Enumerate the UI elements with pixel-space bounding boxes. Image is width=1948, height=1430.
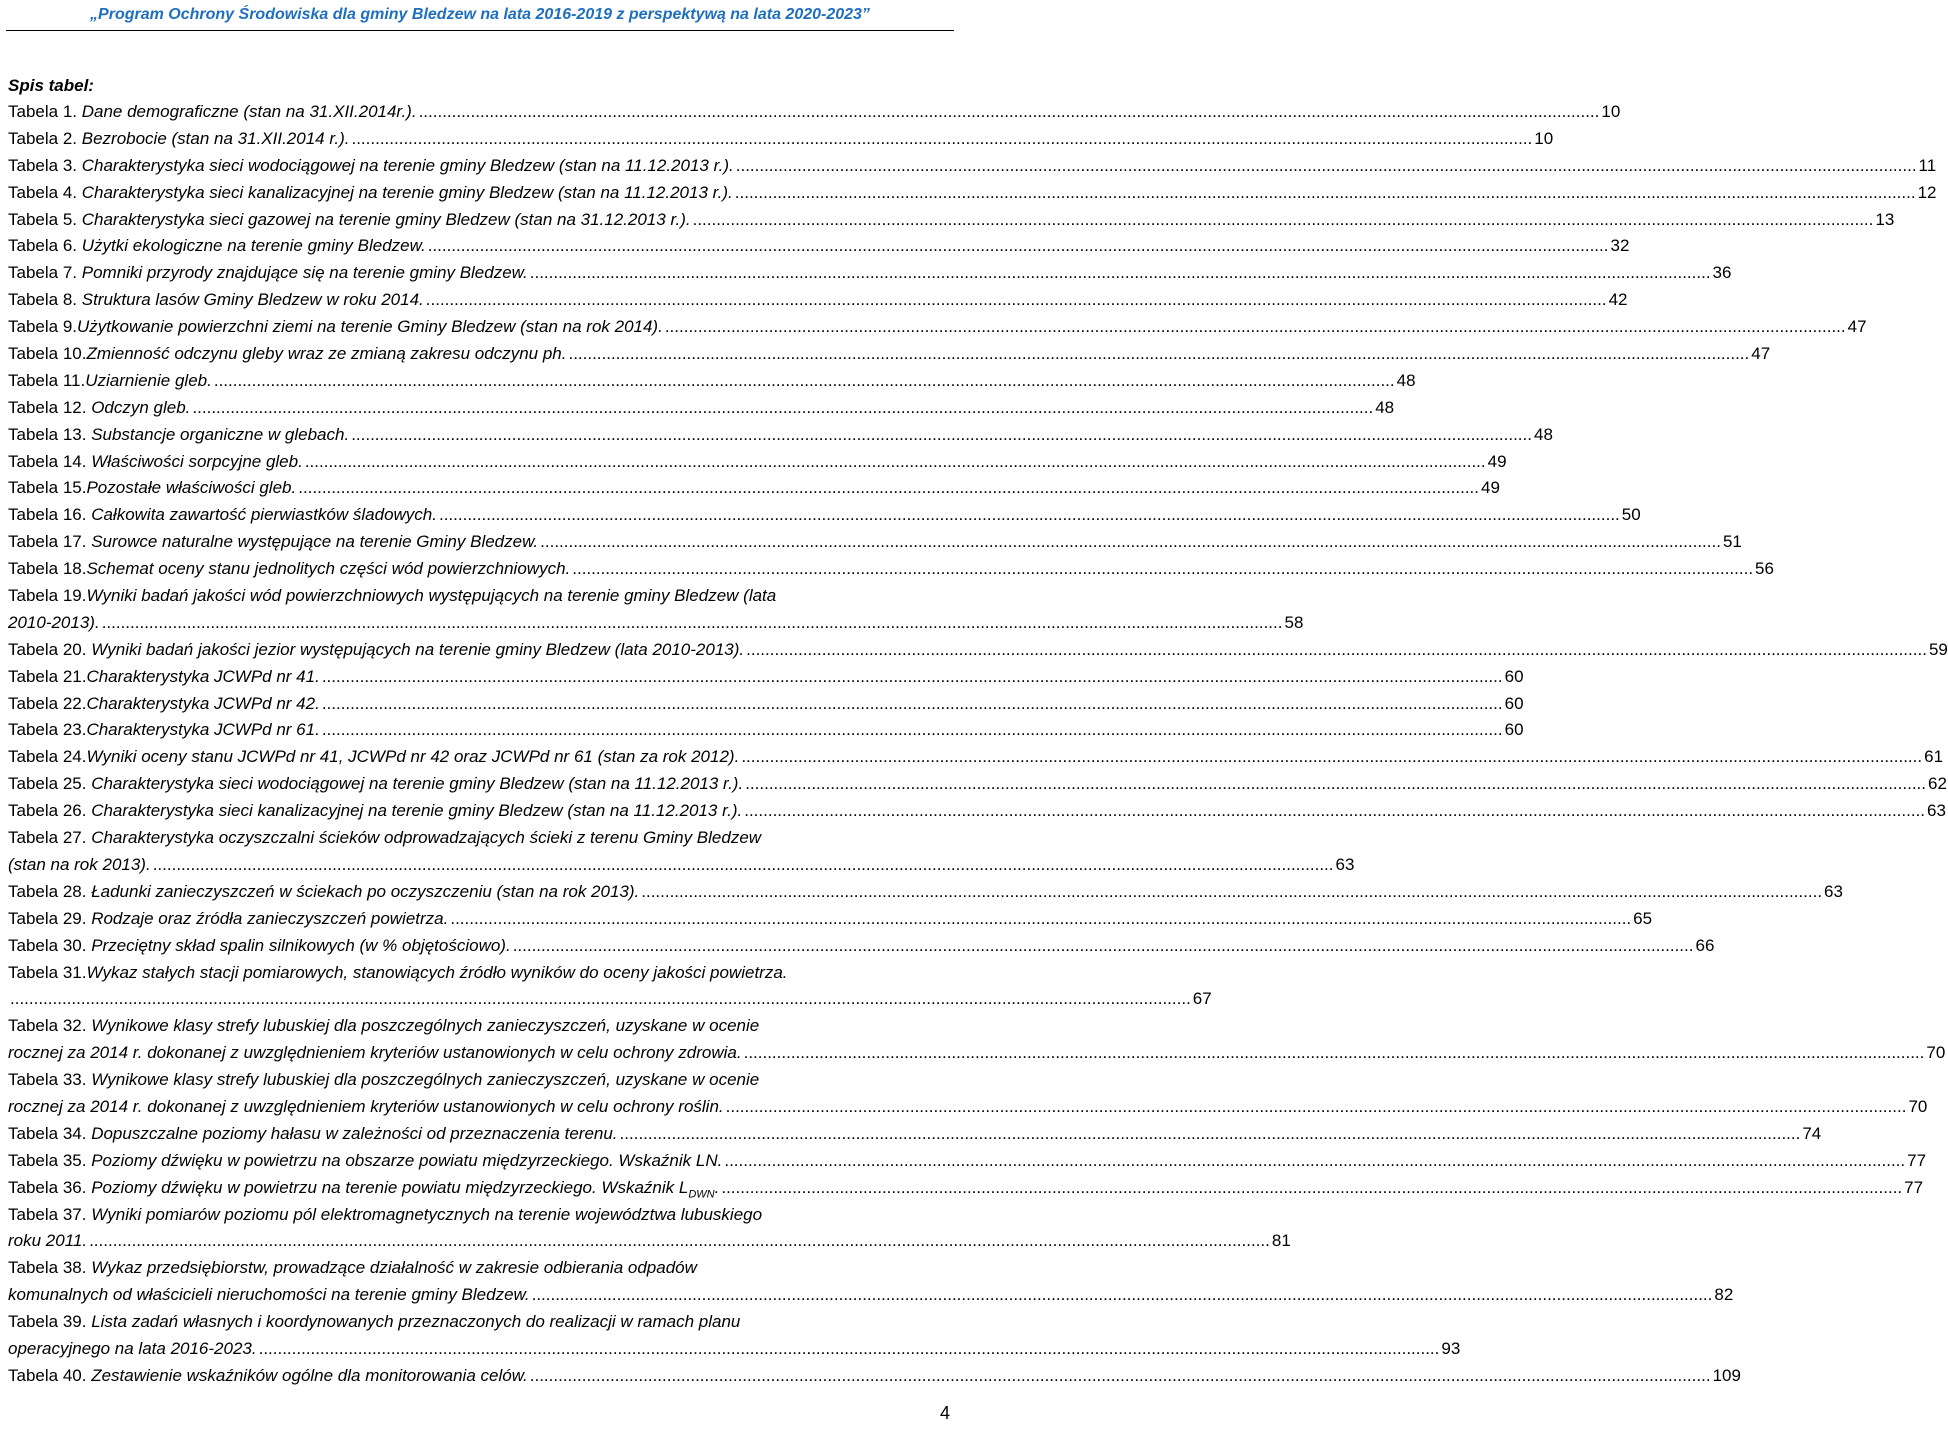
toc-entry-page: 42 xyxy=(1608,290,1628,310)
toc-entry[interactable] xyxy=(8,906,1653,933)
toc-entry-label: Tabela 15. xyxy=(8,478,87,498)
dot-leader xyxy=(724,1148,1905,1175)
toc-entry-line xyxy=(8,1067,952,1094)
toc-entry-text-continued: 2010-2013). xyxy=(8,612,100,632)
dot-leader xyxy=(721,1175,1902,1202)
toc-entry-label: Tabela 8. xyxy=(8,290,82,310)
toc-entry-text-main: Uziarnienie gleb. xyxy=(85,370,212,390)
toc-entry-page: 48 xyxy=(1375,397,1395,417)
toc-entry[interactable] xyxy=(8,1175,1924,1202)
toc-entry-text-main: Dopuszczalne poziomy hałasu w zależności od przeznaczenia terenu. xyxy=(91,1123,618,1143)
toc-entry-label: Tabela 14. xyxy=(8,451,92,471)
toc-entry-label: Tabela 11. xyxy=(8,370,86,390)
dot-leader xyxy=(513,933,1694,960)
dot-leader xyxy=(192,395,1373,422)
toc-entry-page: 32 xyxy=(1610,236,1630,256)
toc-entry-page: 63 xyxy=(1927,801,1946,821)
toc-entry-page: 63 xyxy=(1824,881,1843,901)
toc-entry-text: Charakterystyka oczyszczalni ścieków odprowadzających ścieki z terenu Gminy Bledzew xyxy=(91,828,762,848)
toc-entry[interactable] xyxy=(8,933,1715,960)
toc-entry-text xyxy=(86,341,566,368)
dot-leader xyxy=(693,207,1874,234)
toc-entry-label: Tabela 27. xyxy=(8,828,92,848)
toc-entry-page: 56 xyxy=(1755,559,1774,579)
toc-entry-text xyxy=(85,368,212,395)
dot-leader xyxy=(89,1228,1270,1255)
toc-entry-label: Tabela 21. xyxy=(8,666,87,686)
toc-entry-page: 61 xyxy=(1924,747,1944,767)
toc-entry[interactable] xyxy=(8,395,1395,422)
toc-entry-label: Tabela 1. xyxy=(8,102,82,121)
toc-entry[interactable] xyxy=(8,1121,1822,1148)
toc-entry[interactable] xyxy=(8,449,1507,476)
dot-leader xyxy=(741,744,1922,771)
dot-leader xyxy=(530,260,1711,287)
toc-entry-label: Tabela 19. xyxy=(8,586,87,606)
toc-entry-text-main: Charakterystyka sieci kanalizacyjnej na terenie gminy Bledzew (stan na 11.12.2013 r.). xyxy=(91,801,743,821)
dot-leader xyxy=(530,1363,1711,1390)
toc-entry-text xyxy=(86,691,319,718)
toc-entry-page: 48 xyxy=(1396,370,1416,390)
dot-leader xyxy=(322,664,1503,691)
toc-entry-text xyxy=(86,664,319,691)
dot-leader xyxy=(428,233,1609,260)
dot-leader xyxy=(439,502,1620,529)
toc-entry-label: Tabela 30. xyxy=(8,935,92,955)
toc-entry-text: Wynikowe klasy strefy lubuskiej dla poszczególnych zanieczyszczeń, uzyskane w ocenie xyxy=(91,1070,760,1090)
toc-entry-label: Tabela 20. xyxy=(8,639,92,659)
toc-entry-page: 77 xyxy=(1904,1177,1924,1197)
toc-entry[interactable] xyxy=(8,771,1947,798)
toc-entry-text-continued: operacyjnego na lata 2016-2023. xyxy=(8,1338,257,1358)
toc-entry-page: 10 xyxy=(1601,102,1621,121)
toc-entry-text-after: . xyxy=(714,1177,720,1197)
toc-entry[interactable] xyxy=(8,798,1946,825)
toc-entry-page: 50 xyxy=(1621,505,1641,525)
dot-leader xyxy=(736,153,1917,180)
dot-leader xyxy=(572,556,1753,583)
dot-leader xyxy=(746,637,1927,664)
toc-entry-label: Tabela 17. xyxy=(8,532,92,552)
toc-entry-line xyxy=(8,825,952,852)
toc-entry[interactable] xyxy=(8,529,1742,556)
toc-entry[interactable] xyxy=(8,475,1500,502)
toc-entry-page: 93 xyxy=(1441,1338,1461,1358)
toc-entry[interactable] xyxy=(8,126,1554,153)
toc-entry-page: 70 xyxy=(1926,1043,1946,1063)
toc-entry-text-main: Struktura lasów Gminy Bledzew w roku 2014. xyxy=(81,290,424,310)
toc-entry[interactable] xyxy=(8,717,1524,744)
toc-entry[interactable] xyxy=(8,637,1948,664)
toc-entry-label: Tabela 13. xyxy=(8,424,92,444)
toc-entry[interactable] xyxy=(8,99,1621,126)
toc-entry-text-main: Zmienność odczynu gleby wraz ze zmianą zakresu odczynu ph. xyxy=(86,344,567,364)
toc-entry-text-main: Odczyn gleb. xyxy=(91,397,191,417)
toc-entry-subscript: DWN xyxy=(688,1188,715,1201)
toc-entry-line xyxy=(8,1255,952,1282)
dot-leader xyxy=(322,691,1503,718)
toc-entry-text-continued: (stan na rok 2013). xyxy=(8,854,151,874)
toc-entry-page: 48 xyxy=(1533,424,1553,444)
toc-entry-label: Tabela 23. xyxy=(8,720,87,740)
toc-entry-page: 66 xyxy=(1695,935,1715,955)
dot-leader xyxy=(305,449,1486,476)
toc-entry-label: Tabela 9. xyxy=(8,317,77,337)
toc-entry-text-main: Charakterystyka JCWPd nr 41. xyxy=(86,666,320,686)
toc-entry-text xyxy=(91,933,511,960)
toc-entry-text-main: Pozostałe właściwości gleb. xyxy=(86,478,297,498)
dot-leader xyxy=(102,610,1283,637)
toc-entry-page: 74 xyxy=(1802,1123,1822,1143)
toc-entry-label: Tabela 2. xyxy=(8,128,82,148)
toc-entry[interactable] xyxy=(8,1148,1927,1175)
toc-entry-text-main: Schemat oceny stanu jednolitych części wód powierzchniowych. xyxy=(86,559,571,579)
dot-leader xyxy=(532,1282,1713,1309)
header-rule xyxy=(6,30,954,31)
toc-entry-label: Tabela 40. xyxy=(8,1365,92,1385)
toc-entry[interactable] xyxy=(8,260,1732,287)
toc-entry-label: Tabela 10. xyxy=(8,344,87,364)
toc-entry-label: Tabela 18. xyxy=(8,559,87,579)
toc-entry-text-main: Wyniki oceny stanu JCWPd nr 41, JCWPd nr 42 oraz JCWPd nr 61 (stan za rok 2012). xyxy=(86,747,740,767)
toc-entry-text xyxy=(91,798,742,825)
toc-entry-label: Tabela 7. xyxy=(8,263,82,283)
toc-entry-text-main: Całkowita zawartość pierwiastków śladowych. xyxy=(91,505,437,525)
toc-entry-text xyxy=(91,529,538,556)
toc-entry-page: 58 xyxy=(1284,612,1304,632)
dot-leader xyxy=(214,368,1395,395)
toc-entry-text xyxy=(77,314,663,341)
dot-leader xyxy=(419,99,1600,126)
toc-entry-page: 77 xyxy=(1907,1150,1927,1170)
toc-entry-text: Wykaz stałych stacji pomiarowych, stanowiących źródło wyników do oceny jakości powietrza. xyxy=(86,962,788,982)
toc-entry-text-continued: rocznej za 2014 r. dokonanej z uwzględnieniem kryteriów ustanowionych w celu ochrony zdrowia. xyxy=(8,1043,742,1063)
table-of-contents xyxy=(8,99,1948,1390)
toc-entry-page: 36 xyxy=(1712,263,1732,283)
toc-entry-label: Tabela 36. xyxy=(8,1177,92,1197)
dot-leader xyxy=(351,422,1532,449)
toc-entry-page: 67 xyxy=(1192,989,1212,1009)
toc-entry-text xyxy=(86,475,296,502)
toc-entry-text xyxy=(91,449,303,476)
toc-entry-label: Tabela 37. xyxy=(8,1204,92,1224)
toc-entry-text xyxy=(91,771,743,798)
toc-entry-text-main: Właściwości sorpcyjne gleb. xyxy=(91,451,303,471)
toc-entry-text-main: Bezrobocie (stan na 31.XII.2014 r.). xyxy=(81,128,350,148)
dot-leader xyxy=(540,529,1721,556)
dot-leader xyxy=(568,341,1749,368)
toc-entry[interactable] xyxy=(8,583,1304,637)
toc-entry-text xyxy=(86,556,570,583)
toc-entry-label: Tabela 33. xyxy=(8,1070,92,1090)
toc-entry-text xyxy=(86,717,319,744)
toc-entry-page: 59 xyxy=(1928,639,1948,659)
toc-entry-page: 10 xyxy=(1534,128,1554,148)
toc-entry-page: 11 xyxy=(1918,155,1937,175)
toc-entry[interactable] xyxy=(8,1309,1461,1363)
toc-entry-text-main: Poziomy dźwięku w powietrzu na terenie powiatu międzyrzeckiego. Wskaźnik L xyxy=(91,1177,689,1197)
toc-entry-text-main: Charakterystyka JCWPd nr 61. xyxy=(86,720,320,740)
toc-entry-page: 81 xyxy=(1271,1231,1291,1251)
dot-leader xyxy=(426,287,1607,314)
toc-entry-text-main: Dane demograficzne (stan na 31.XII.2014r.). xyxy=(81,102,417,121)
toc-entry[interactable] xyxy=(8,960,1212,1014)
dot-leader xyxy=(620,1121,1801,1148)
toc-entry-page: 60 xyxy=(1504,720,1524,740)
toc-entry-line xyxy=(8,1202,952,1229)
toc-entry-line xyxy=(8,1013,952,1040)
toc-entry-line xyxy=(8,960,952,987)
toc-entry-page: 82 xyxy=(1714,1285,1734,1305)
toc-entry-text-continued: rocznej za 2014 r. dokonanej z uwzględnieniem kryteriów ustanowionych w celu ochrony roślin. xyxy=(8,1096,724,1116)
toc-entry[interactable] xyxy=(8,879,1843,906)
toc-entry-label: Tabela 35. xyxy=(8,1150,92,1170)
toc-entry-text xyxy=(82,260,528,287)
toc-entry[interactable] xyxy=(8,1255,1734,1309)
toc-entry-text: Wyniki badań jakości wód powierzchniowych występujących na terenie gminy Bledzew (lata xyxy=(86,586,777,606)
dot-leader xyxy=(322,717,1503,744)
toc-entry[interactable] xyxy=(8,153,1937,180)
toc-entry-text: Lista zadań własnych i koordynowanych przeznaczonych do realizacji w ramach planu xyxy=(91,1312,741,1332)
toc-entry[interactable] xyxy=(8,287,1628,314)
toc-entry-text xyxy=(91,1148,722,1175)
toc-entry-text xyxy=(91,879,639,906)
toc-entry-page: 47 xyxy=(1751,344,1771,364)
dot-leader xyxy=(735,180,1916,207)
toc-entry-page: 51 xyxy=(1722,532,1742,552)
toc-entry[interactable] xyxy=(8,744,1944,771)
document-header: „Program Ochrony Środowiska dla gminy Bledzew na lata 2016-2019 z perspektywą na lata 2020-2023” xyxy=(90,6,870,23)
toc-entry-label: Tabela 16. xyxy=(8,505,92,525)
dot-leader xyxy=(298,475,1479,502)
toc-entry-text-main: Charakterystyka sieci wodociągowej na terenie gminy Bledzew (stan na 11.12.2013 r.). xyxy=(81,155,734,175)
toc-entry-label: Tabela 34. xyxy=(8,1123,92,1143)
dot-leader xyxy=(744,798,1925,825)
toc-entry-page: 47 xyxy=(1847,317,1867,337)
toc-entry-label: Tabela 38. xyxy=(8,1258,92,1278)
toc-entry[interactable] xyxy=(8,207,1895,234)
toc-entry-label: Tabela 29. xyxy=(8,908,92,928)
toc-entry-label: Tabela 32. xyxy=(8,1016,92,1036)
toc-entry-text-main: Charakterystyka JCWPd nr 42. xyxy=(86,693,320,713)
toc-entry-page: 49 xyxy=(1487,451,1507,471)
dot-leader xyxy=(10,986,1191,1013)
toc-entry-text xyxy=(82,180,733,207)
toc-entry-text-main: Przeciętny skład spalin silnikowych (w % objętościowo). xyxy=(91,935,511,955)
toc-entry-text xyxy=(82,126,350,153)
page-number: 4 xyxy=(939,1403,950,1423)
toc-entry-text xyxy=(91,637,744,664)
dot-leader xyxy=(351,126,1532,153)
toc-entry-line xyxy=(8,583,952,610)
toc-entry-page: 60 xyxy=(1504,693,1524,713)
toc-entry[interactable] xyxy=(8,691,1524,718)
toc-entry-label: Tabela 5. xyxy=(8,209,82,229)
toc-entry[interactable] xyxy=(8,233,1630,260)
toc-entry-text xyxy=(91,422,349,449)
toc-entry-text-continued: komunalnych od właścicieli nieruchomości na terenie gminy Bledzew. xyxy=(8,1285,530,1305)
toc-entry-label: Tabela 26. xyxy=(8,801,92,821)
toc-entry-text xyxy=(91,1363,528,1390)
toc-entry-text xyxy=(91,502,437,529)
toc-entry-text xyxy=(82,99,417,126)
toc-entry-text: Wyniki pomiarów poziomu pól elektromagnetycznych na terenie województwa lubuskiego xyxy=(91,1204,763,1224)
toc-entry[interactable] xyxy=(8,1013,1946,1067)
toc-entry-label: Tabela 25. xyxy=(8,774,92,794)
toc-entry[interactable] xyxy=(8,556,1774,583)
toc-entry-text xyxy=(82,233,426,260)
toc-title: Spis tabel: xyxy=(8,76,94,95)
toc-entry-text-main: Charakterystyka sieci wodociągowej na terenie gminy Bledzew (stan na 11.12.2013 r.). xyxy=(91,774,744,794)
dot-leader xyxy=(259,1336,1440,1363)
toc-entry-page: 49 xyxy=(1481,478,1500,498)
toc-entry-text xyxy=(82,287,424,314)
toc-entry[interactable] xyxy=(8,664,1524,691)
toc-entry[interactable] xyxy=(8,341,1771,368)
toc-entry-text xyxy=(91,1121,617,1148)
toc-entry-text-main: Charakterystyka sieci kanalizacyjnej na terenie gminy Bledzew (stan na 11.12.2013 r.). xyxy=(81,182,733,202)
toc-entry[interactable] xyxy=(8,368,1416,395)
toc-entry-label: Tabela 12. xyxy=(8,397,92,417)
dot-leader xyxy=(153,852,1334,879)
toc-entry-line xyxy=(8,1309,952,1336)
toc-entry[interactable] xyxy=(8,1363,1741,1390)
dot-leader xyxy=(450,906,1631,933)
toc-entry[interactable] xyxy=(8,314,1867,341)
toc-entry-text-main: Użytkowanie powierzchni ziemi na terenie Gminy Bledzew (stan na rok 2014). xyxy=(77,317,663,337)
toc-entry-text xyxy=(82,207,691,234)
toc-entry[interactable] xyxy=(8,180,1937,207)
toc-entry-label: Tabela 28. xyxy=(8,881,92,901)
toc-entry-text-main: Wyniki badań jakości jezior występujących na terenie gminy Bledzew (lata 2010-2013). xyxy=(91,639,745,659)
toc-entry-text xyxy=(86,744,739,771)
dot-leader xyxy=(726,1094,1907,1121)
toc-entry-text-main: Substancje organiczne w glebach. xyxy=(91,424,350,444)
toc-entry[interactable] xyxy=(8,422,1553,449)
toc-entry-text-main: Pomniki przyrody znajdujące się na terenie gminy Bledzew. xyxy=(81,263,528,283)
toc-entry-text-main: Charakterystyka sieci gazowej na terenie gminy Bledzew (stan na 31.12.2013 r.). xyxy=(81,209,691,229)
dot-leader xyxy=(665,314,1846,341)
toc-entry-text xyxy=(91,395,190,422)
toc-entry[interactable] xyxy=(8,1202,1291,1256)
toc-entry-label: Tabela 6. xyxy=(8,236,82,256)
toc-entry-page: 62 xyxy=(1928,774,1947,794)
toc-entry-label: Tabela 22. xyxy=(8,693,87,713)
dot-leader xyxy=(745,771,1926,798)
toc-entry-page: 60 xyxy=(1504,666,1524,686)
toc-entry-text: Wykaz przedsiębiorstw, prowadzące działalność w zakresie odbierania odpadów xyxy=(91,1258,697,1278)
toc-entry-text-main: Rodzaje oraz źródła zanieczyszczeń powietrza. xyxy=(91,908,449,928)
toc-entry[interactable] xyxy=(8,825,1355,879)
toc-entry-text-main: Użytki ekologiczne na terenie gminy Bledzew. xyxy=(81,236,426,256)
toc-entry-page: 12 xyxy=(1917,182,1937,202)
toc-entry-page: 13 xyxy=(1875,209,1895,229)
toc-entry-text: Wynikowe klasy strefy lubuskiej dla poszczególnych zanieczyszczeń, uzyskane w ocenie xyxy=(91,1016,760,1036)
dot-leader xyxy=(744,1040,1925,1067)
toc-entry-text-continued: roku 2011. xyxy=(8,1231,88,1251)
dot-leader xyxy=(641,879,1822,906)
toc-entry-label: Tabela 39. xyxy=(8,1312,92,1332)
toc-entry-label: Tabela 3. xyxy=(8,155,82,175)
toc-entry-page: 109 xyxy=(1712,1365,1741,1385)
toc-entry-label: Tabela 31. xyxy=(8,962,87,982)
toc-entry-text-main: Poziomy dźwięku w powietrzu na obszarze powiatu międzyrzeckiego. Wskaźnik LN. xyxy=(91,1150,723,1170)
toc-entry-label: Tabela 24. xyxy=(8,747,87,767)
toc-entry-text xyxy=(82,153,734,180)
toc-entry-page: 65 xyxy=(1633,908,1653,928)
toc-entry-text xyxy=(91,906,448,933)
toc-entry[interactable] xyxy=(8,502,1641,529)
toc-entry-text-main: Ładunki zanieczyszczeń w ściekach po oczyszczeniu (stan na rok 2013). xyxy=(91,881,640,901)
toc-entry-page: 70 xyxy=(1908,1096,1928,1116)
toc-entry-text-main: Zestawienie wskaźników ogólne dla monitorowania celów. xyxy=(91,1365,528,1385)
toc-entry-label: Tabela 4. xyxy=(8,182,82,202)
toc-entry[interactable] xyxy=(8,1067,1928,1121)
toc-entry-page: 63 xyxy=(1335,854,1355,874)
toc-entry-text-main: Surowce naturalne występujące na terenie Gminy Bledzew. xyxy=(91,532,539,552)
